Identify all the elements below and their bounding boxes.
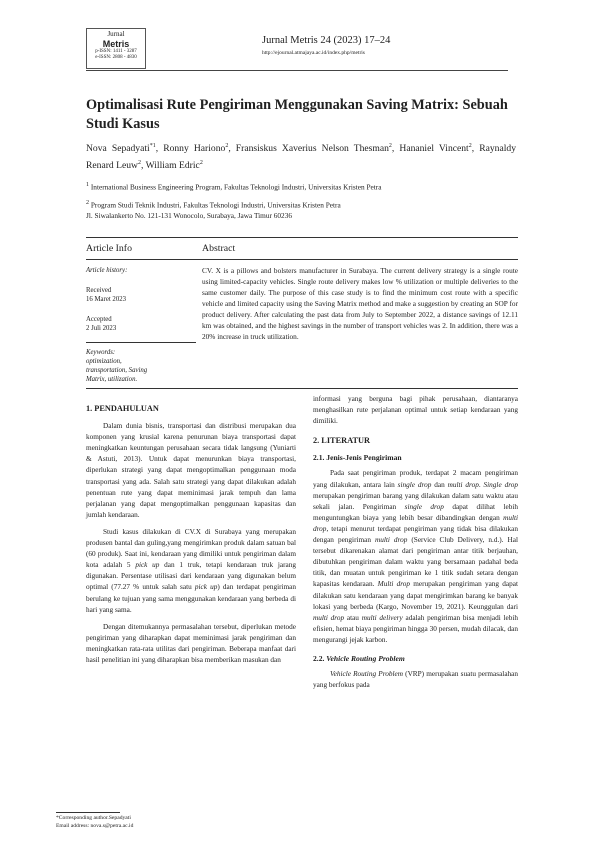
logo-issn-print: p-ISSN: 1411 - 3287 [95,49,137,54]
keywords-rule [86,342,196,343]
affiliation-1-marker: 1 [86,182,90,188]
author-affiliation-marker: 2 [137,160,141,167]
keyword-line-3: Matrix, utilization. [86,376,138,383]
logo-line-2: Metris [102,39,130,49]
author-separator: , [155,143,164,155]
affiliation-2-address: Jl. Siwalankerto No. 121-131 Wonocolo, Surabaya, Jawa Timur 60236 [86,211,293,221]
author-separator: , [140,160,146,172]
author-name: Ronny Hariono [163,143,226,155]
logo-issn-electronic: e-ISSN: 2808 - 4830 [95,55,137,60]
section-2-heading: 2. LITERATUR [313,436,371,446]
journal-logo [86,28,146,69]
keyword-line-2: transportation, Saving [86,367,148,374]
author-affiliation-marker: *1 [149,143,156,149]
intro-paragraph-3: Dengan ditemukannya permasalahan tersebut, diperlukan metode pengiriman yang diharapkan dapat meminimasi jarak pengiriman dan meningkatkan rata-rata utilitas dari pengiriman. Beberapa manfaat dari hasil penelitian ini yang diharapkan bisa memberikan masukan dan [86,622,296,664]
abstract-text: CV. X is a pillows and bolsters manufacturer in Surabaya. The current delivery strategy is a single route using limited-capacity vehicles. Single route delivery makes low % utilization or multiple deliveries to the same customer daily. The purpose of this case study is to find the minimum cost route with a specific vehicle and limited capacity using the Saving Matrix method and make a suggestion by creating an SOP for product delivery. After calculating the past data from July to September 2022, a distance savings of 12.11 km was obtained, and the highest savings in the number of transport vehicles was 2. In addition, there was a 20% increase in truck utilization. [202,266,518,341]
header-divider [86,70,508,71]
affiliation-2-marker: 2 [86,200,90,206]
author-affiliation-marker: 2 [199,160,203,167]
right-column [313,394,518,691]
author-list [86,139,516,173]
footnote-rule [56,812,120,813]
intro-paragraph-1: Dalam dunia bisnis, transportasi dan distribusi merupakan dua komponen yang krusial karena penurunan biaya transportasi dapat meningkatkan keuntungan perusahaan secara tidak langsung (Yuniarti & Astuti, 2013). Untuk dapat menurunkan biaya transportasi, diperlukan strategi yang dapat mengoptimalkan penggunaan moda transportasi yang ada. Salah satu strategi yang dapat dilakukan adalah penentuan rute yang dapat meminimasi jarak tempuh dan lama perjalanan yang dapat mengoptimalkan penggunaan kapasitas dan jumlah kendaraan. [86,422,296,519]
received-date: 16 Maret 2023 [86,296,127,303]
article-history-label: Article history: [86,267,128,274]
section-2-1-heading: 2.1. Jenis-Jenis Pengiriman [313,453,402,463]
author-affiliation-marker: 2 [225,143,229,149]
logo-line-1: Jurnal [107,30,125,38]
section-2-2-heading: 2.2. Vehicle Routing Problem [313,653,405,663]
affiliation-2-text: Program Studi Teknik Industri, Fakultas Teknologi Industri, Universitas Kristen Petra [90,200,341,210]
author-separator: , [228,143,236,155]
author-name: Nova Sepadyati [86,143,150,155]
info-top-rule [86,237,518,238]
literature-paragraph-2: Vehicle Routing Problem (VRP) merupakan suatu permasalahan yang berfokus pada [313,670,519,690]
author-affiliation-marker: 2 [468,143,472,149]
intro-continuation: informasi yang berguna bagi pihak perusahaan, diantaranya menghasilkan rute perjalanan optimal untuk setiap kendaraan yang dimiliki. [313,395,518,426]
abstract-heading: Abstract [202,243,236,254]
intro-paragraph-2: Studi kasus dilakukan di CV.X di Surabaya yang merupakan produsen bantal dan guling,yang mengirimkan produk dalam satuan bal (60 produk). Saat ini, kendaraan yang dimiliki untuk pengiriman dalam kota adalah 5 pick up dan 1 truk, tetapi kendaraan truk jarang digunakan. Persentase utilisasi dari kendaraan yang digunakan belum optimal (77.27 % untuk salah satu pick up) dan terdapat pengiriman berulang ke tujuan yang sama menggunakan kendaraan yang berbeda di hari yang sama. [86,527,296,614]
author-name: Fransiskus Xaverius Nelson Thesman [235,143,389,155]
keyword-line-1: optimization, [86,358,122,365]
affiliation-2 [86,198,341,221]
literature-paragraph-1: Pada saat pengiriman produk, terdapat 2 macam pengiriman yang dilakukan, antara lain single drop dan multi drop. Single drop merupakan pengiriman barang yang dilakukan dalam satu waktu atau sekali jalan. Pengiriman single drop dapat dilihat lebih menguntungkan biaya yang lebih besar dibandingkan dengan multi drop, tetapi menurut terdapat pengiriman yang tidak bisa dilakukan dengan pengiriman multi drop (Service Club Delivery, n.d.). Hal tersebut dikarenakan alamat dari pengiriman antar titik berjauhan, dibutuhkan pengiriman dalam waktu yang bersamaan padahal beda titik, dan muatan untuk pengiriman ke 1 titik sudah setara dengan kapasitas kendaraan. Multi drop merupakan pengiriman yang dapat dilakukan satu kendaraan yang dapat mengirimkan barang ke banyak lokasi yang berbeda (Kargo, November 19, 2021). Keunggulan dari multi drop atau multi delivery adalah pengiriman bisa menjadi lebih efisien, hemat biaya pengiriman hingga 30 persen, mudah dilacak, dan mengurangi jejak karbon. [313,469,518,644]
left-column [86,403,296,666]
author-name: William Edric [145,160,200,172]
accepted-date: 2 Juli 2023 [86,325,117,332]
accepted-label: Accepted [86,316,112,323]
journal-citation: Jurnal Metris 24 (2023) 17–24 [262,35,391,46]
section-1-heading: 1. PENDAHULUAN [86,404,159,413]
affiliation-1 [86,180,381,192]
author-affiliation-marker: 2 [388,143,392,149]
journal-url[interactable]: http://ejournal.atmajaya.ac.id/index.php/metris [262,50,365,56]
received-label: Received [86,287,112,294]
affiliation-1-text: International Business Engineering Program, Fakultas Teknologi Industri, Universitas Kristen Petra [90,182,382,192]
author-name: Raynaldy Renard Leuw [86,143,516,172]
info-header-rule [86,259,518,260]
keywords-label: Keywords: [86,349,116,356]
author-separator: , [471,143,480,155]
paper-title: Optimalisasi Rute Pengiriman Menggunakan Saving Matrix: Sebuah Studi Kasus [86,97,508,132]
info-bottom-rule [86,388,518,389]
corresponding-author-email: Email address: nova.s@petra.ac.id [56,823,134,829]
author-separator: , [391,143,400,155]
article-info-heading: Article Info [86,243,132,254]
corresponding-author-note: *Corresponding author.Sepadyati [56,815,131,821]
author-name: Hananiel Vincent [399,143,469,155]
